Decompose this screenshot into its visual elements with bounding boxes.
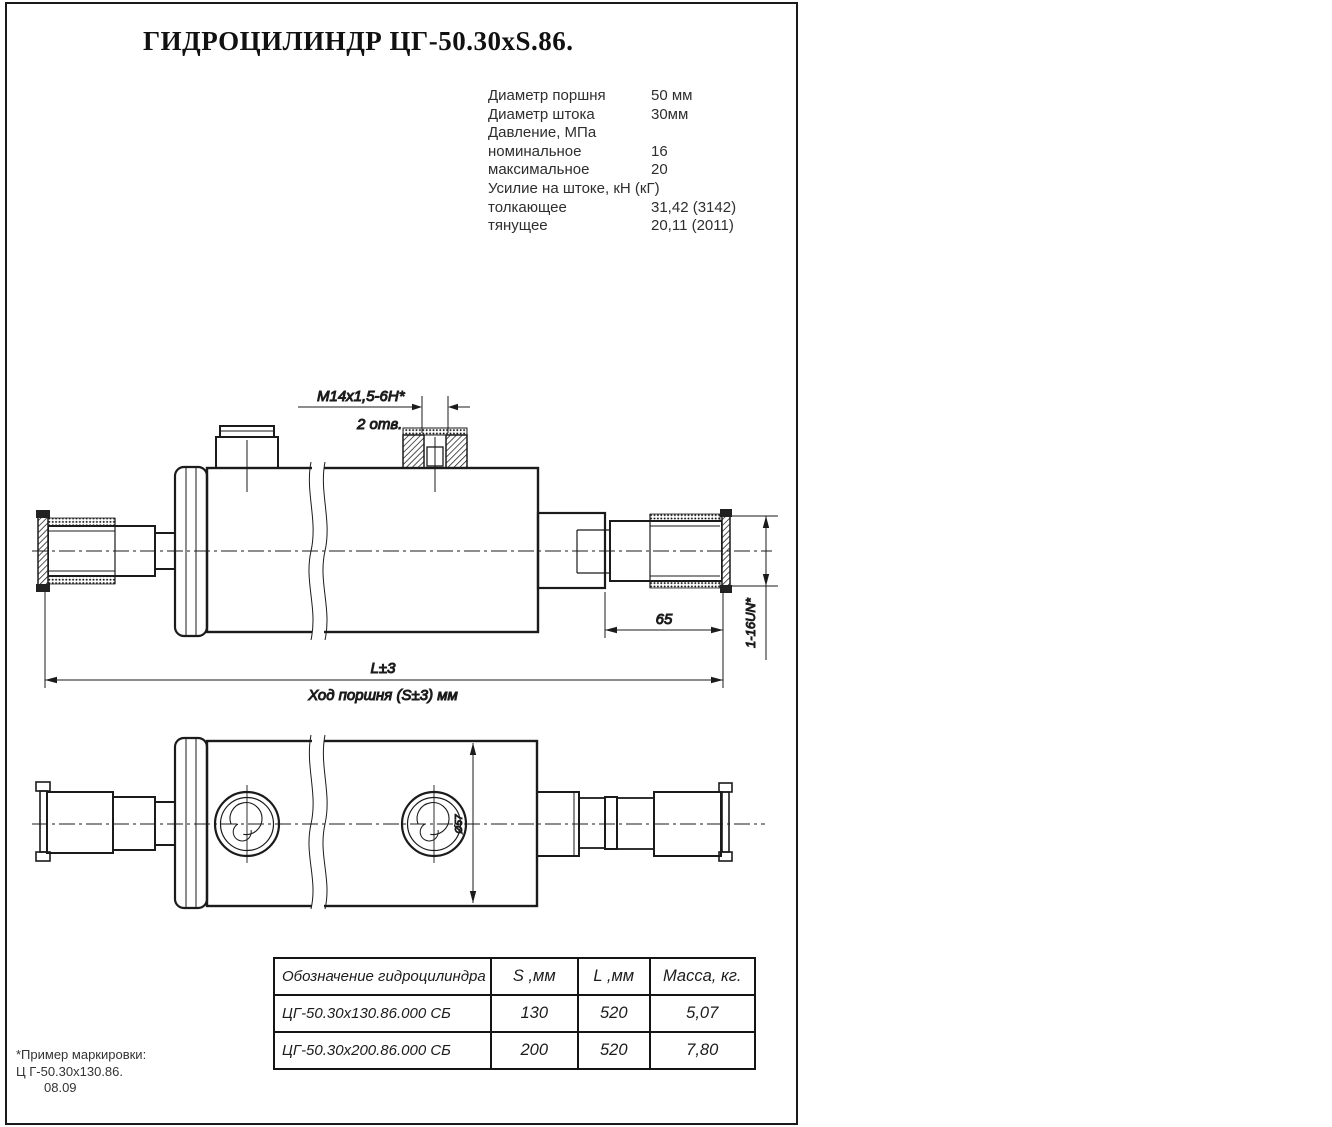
col-header-mass: Масса, кг. bbox=[650, 958, 755, 995]
marking-note-line3: 08.09 bbox=[44, 1080, 77, 1095]
marking-note bbox=[16, 1047, 146, 1097]
spec-value: 30мм bbox=[651, 105, 689, 123]
variants-table bbox=[273, 957, 756, 1070]
top-rear-head-flange bbox=[175, 738, 207, 908]
marking-note-line1: *Пример маркировки: bbox=[16, 1047, 147, 1062]
spec-label: Диаметр штока bbox=[488, 105, 595, 123]
cell-mass: 7,80 bbox=[650, 1032, 755, 1069]
side-view bbox=[32, 426, 772, 641]
top-left-stud bbox=[36, 782, 175, 861]
holes-label: 2 отв. bbox=[357, 416, 403, 433]
spec-value: 20,11 (2011) bbox=[651, 217, 734, 235]
table-header-row bbox=[274, 958, 755, 995]
cell-stroke: 200 bbox=[491, 1032, 578, 1069]
cell-length: 520 bbox=[578, 1032, 650, 1069]
spec-label: Давление, МПа bbox=[488, 124, 597, 142]
spec-label: Усилие на штоке, кН (кГ) bbox=[488, 179, 660, 197]
spec-value: 20 bbox=[651, 161, 668, 179]
cell-stroke: 130 bbox=[491, 995, 578, 1032]
spec-label: тянущее bbox=[488, 217, 548, 235]
col-header-designation: Обозначение гидроцилиндра bbox=[274, 958, 491, 995]
cylinder-barrel bbox=[207, 468, 538, 632]
col-header-length: L ,мм bbox=[578, 958, 650, 995]
page-title: ГИДРОЦИЛИНДР ЦГ-50.30xS.86. bbox=[143, 26, 574, 56]
left-port-fitting bbox=[216, 426, 278, 492]
table-row bbox=[274, 995, 755, 1032]
top-right-stud bbox=[537, 783, 732, 861]
dimension-65 bbox=[605, 592, 723, 688]
spec-value: 16 bbox=[651, 142, 668, 160]
right-port-fitting bbox=[403, 428, 467, 492]
marking-note-line2: Ц Г-50.30х130.86. bbox=[16, 1063, 124, 1079]
cell-designation: ЦГ-50.30х130.86.000 СБ bbox=[274, 995, 491, 1032]
col-header-stroke: S ,мм bbox=[491, 958, 578, 995]
spec-value: 50 мм bbox=[651, 87, 693, 104]
dimension-barrel-dia bbox=[470, 743, 476, 903]
thread-label: M14x1,5-6H* bbox=[317, 388, 405, 405]
dim-rod-thread-text: 1-16UN* bbox=[743, 598, 758, 648]
spec-label: толкающее bbox=[488, 198, 567, 216]
spec-label: номинальное bbox=[488, 142, 582, 160]
top-view bbox=[32, 733, 765, 915]
dim-barrel-dia-text: Ø57 bbox=[454, 814, 465, 834]
dim-stroke-text: Ход поршня (S±3) мм bbox=[308, 687, 458, 704]
dim-L-text: L±3 bbox=[370, 660, 396, 677]
cell-length: 520 bbox=[578, 995, 650, 1032]
spec-label: максимальное bbox=[488, 161, 590, 179]
cell-designation: ЦГ-50.30х200.86.000 СБ bbox=[274, 1032, 491, 1069]
cell-mass: 5,07 bbox=[650, 995, 755, 1032]
table-row bbox=[274, 1032, 755, 1069]
spec-value: 31,42 (3142) bbox=[651, 198, 737, 216]
dim-65-text: 65 bbox=[655, 611, 673, 628]
spec-label: Диаметр поршня bbox=[488, 87, 606, 104]
